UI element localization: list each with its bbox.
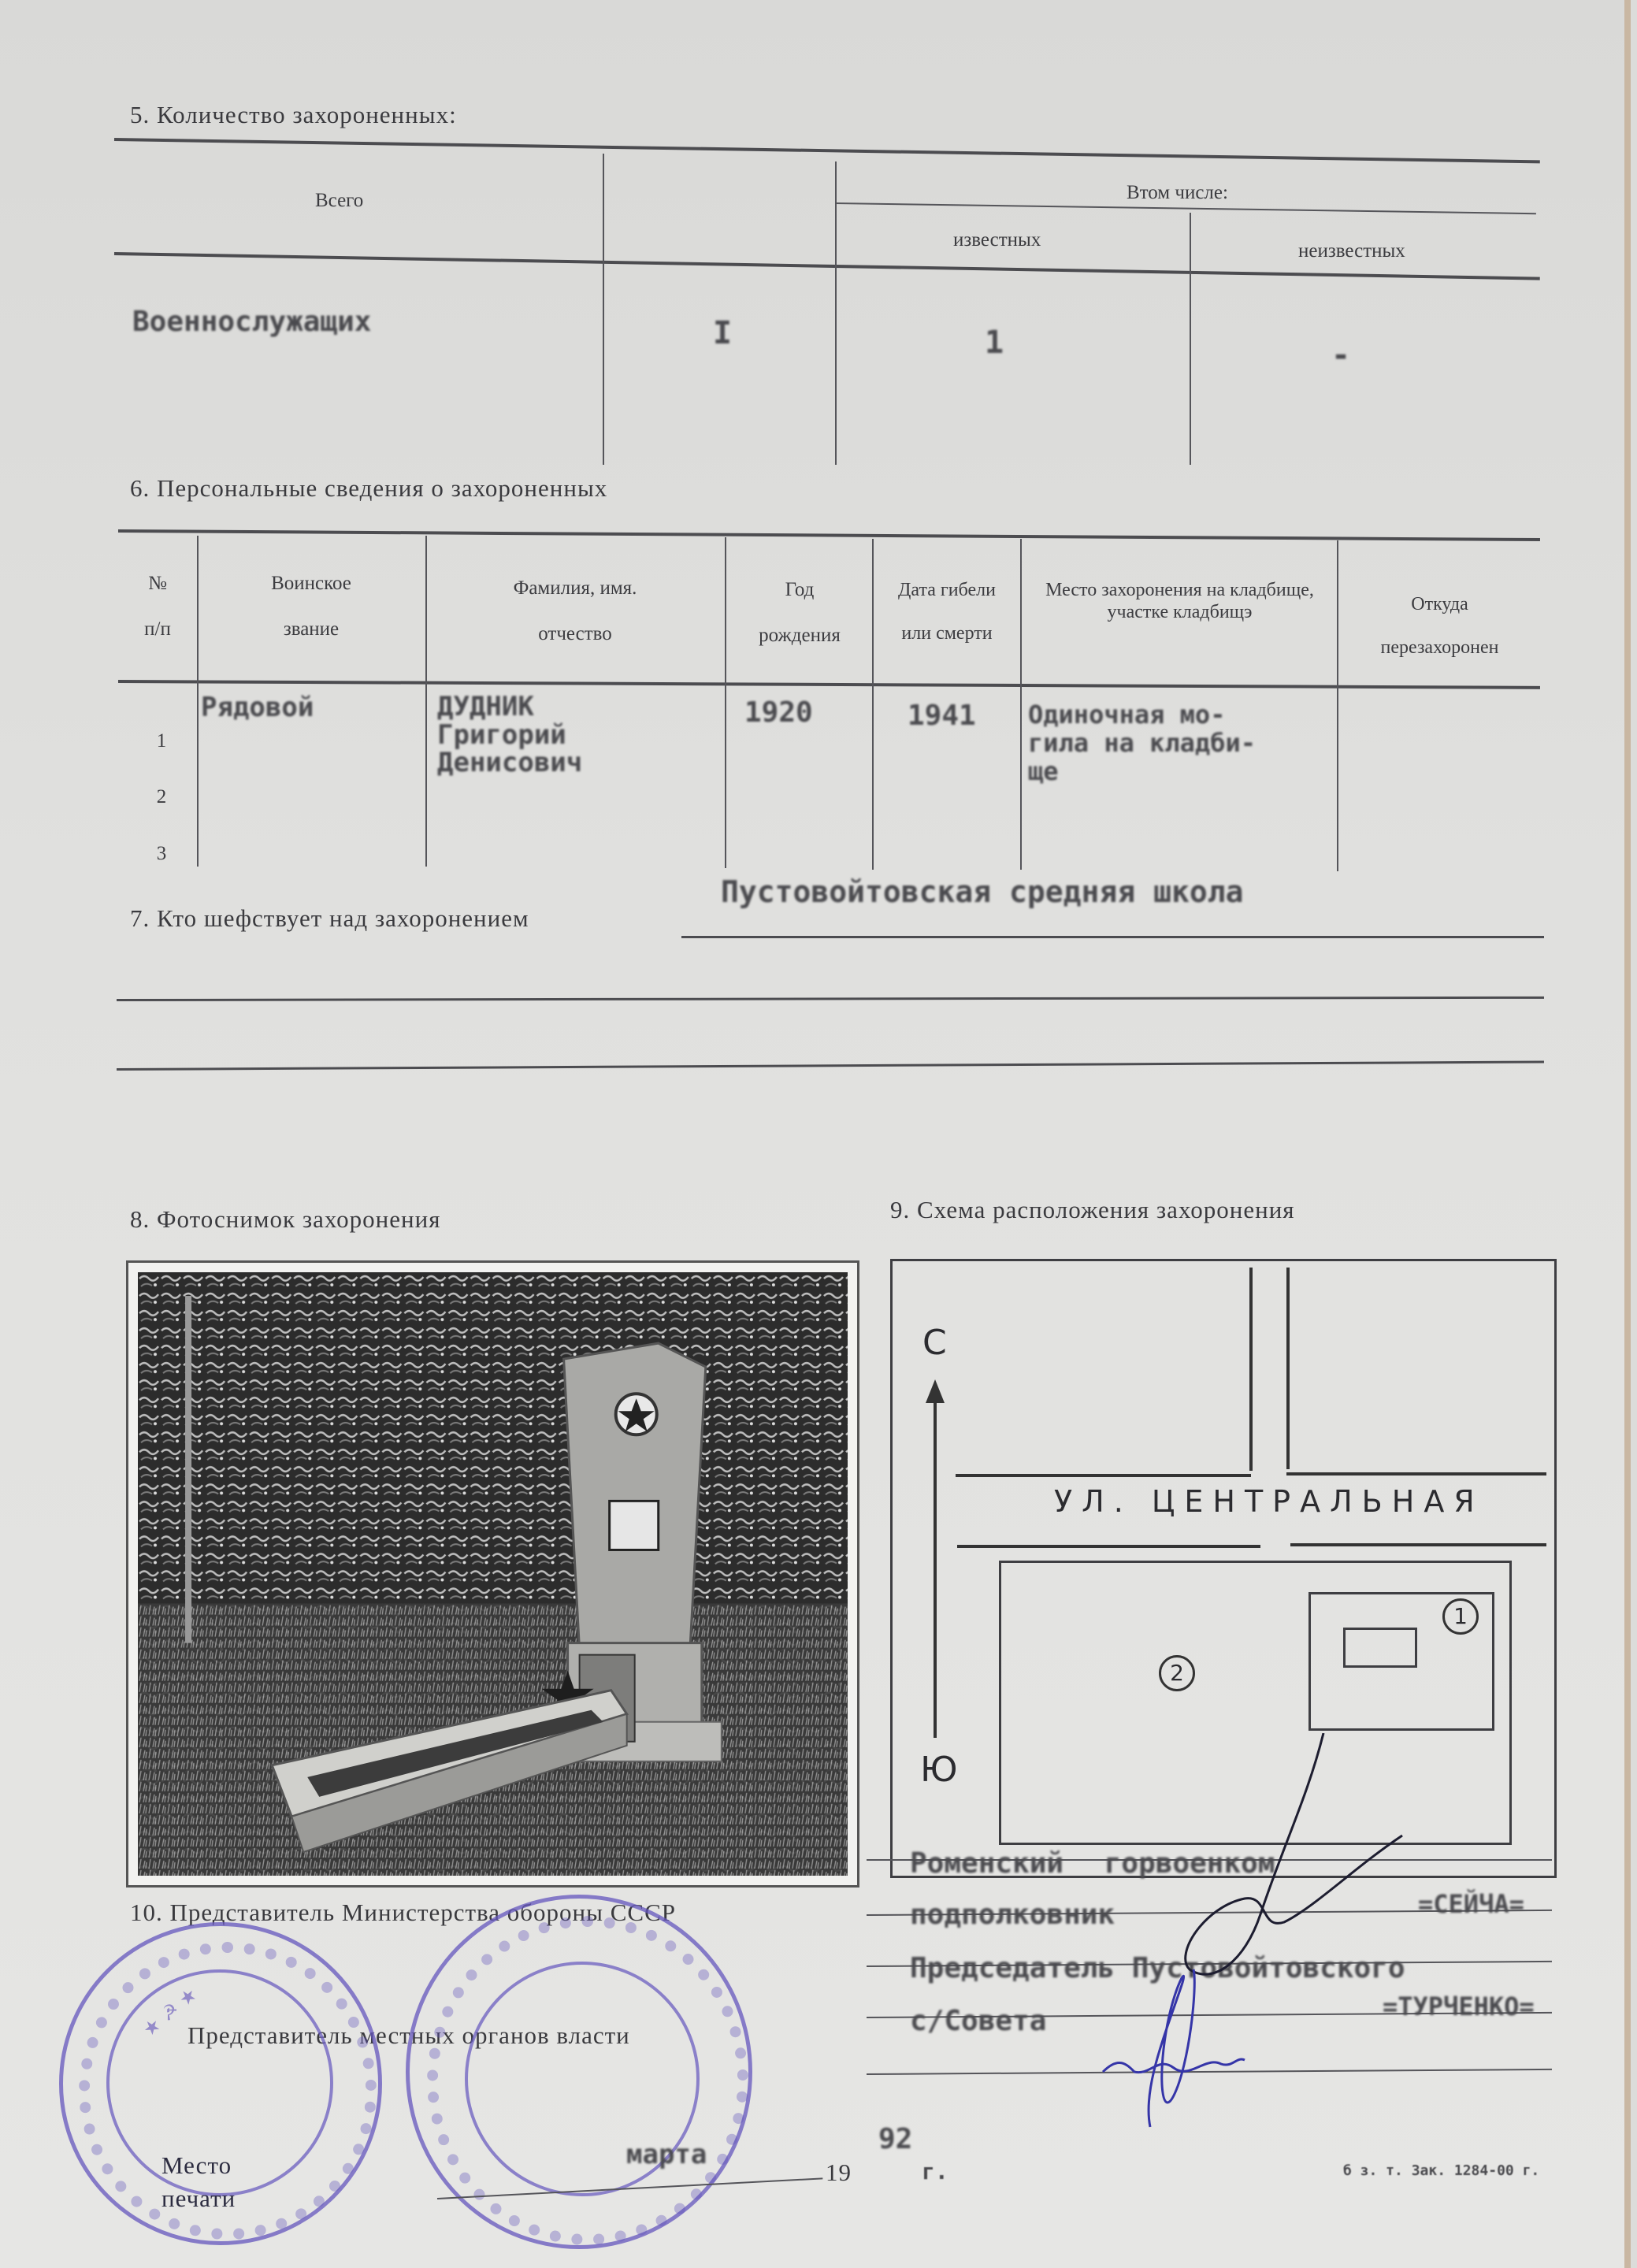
- map-grave: [1343, 1628, 1417, 1668]
- header-text: Год: [785, 579, 815, 600]
- seal-place-text: Место: [161, 2151, 232, 2179]
- date-month: марта: [626, 2139, 707, 2170]
- table6-header-reburied-from: [1343, 583, 1536, 670]
- table6-header-name: [433, 566, 717, 656]
- local-representative-label: Представитель местных органов власти: [187, 2021, 630, 2049]
- table6-burial-place: [1028, 701, 1256, 785]
- seal-place-label: [161, 2149, 236, 2215]
- signatory2-title: Председатель Пустовойтовского: [910, 1952, 1405, 1984]
- header-text: рождения: [759, 624, 841, 646]
- table5-header-unknown: неизвестных: [1298, 240, 1405, 262]
- map-south-label: Ю: [920, 1750, 958, 1790]
- first-name: Григорий: [437, 718, 566, 751]
- row-number: 3: [156, 842, 167, 864]
- section5-title: 5. Количество захороненных:: [130, 101, 457, 128]
- table6-header-rank: [205, 561, 418, 651]
- row-number: 2: [156, 786, 167, 808]
- table6-col-divider: [1337, 540, 1338, 871]
- section7-underline: [681, 936, 1544, 938]
- table5-header-known: известных: [953, 229, 1041, 251]
- section7-extra-line: [117, 997, 1544, 1001]
- table6-header-bottom-border: [118, 680, 1540, 689]
- header-text: п/п: [144, 618, 171, 640]
- section8-title: 8. Фотоснимок захоронения: [130, 1205, 441, 1233]
- map-road-edge: [957, 1545, 1260, 1548]
- table5-header-including: Втом числе:: [1127, 182, 1228, 203]
- table5-col-divider: [603, 154, 604, 465]
- signatory1-rank: подполковник: [910, 1899, 1115, 1931]
- burial-photo: [126, 1260, 859, 1888]
- burial-place-line: ще: [1028, 755, 1059, 786]
- map-road-edge: [1286, 1268, 1290, 1469]
- map-road-edge: [1249, 1268, 1253, 1471]
- table6-rank: Рядовой: [201, 692, 314, 723]
- map-marker-2: 2: [1159, 1655, 1195, 1691]
- signature-2-icon: [1087, 1938, 1284, 2143]
- section7-label: 7. Кто шефствует над захоронением: [130, 904, 529, 932]
- table6-header-number: [138, 561, 177, 651]
- header-text: №: [148, 573, 167, 594]
- table5-col-divider: [1190, 213, 1191, 465]
- table5-row-category: Военнослужащих: [132, 306, 372, 338]
- signatory1-name: =СЕЙЧА=: [1418, 1889, 1524, 1919]
- table6-header-birth-year: [729, 567, 870, 658]
- header-text: отчество: [538, 622, 612, 644]
- date-year: 92: [878, 2123, 913, 2155]
- burial-place-line: Одиночная мо-: [1028, 700, 1226, 729]
- surname: ДУДНИК: [437, 691, 534, 722]
- table5-col-divider: [835, 161, 837, 465]
- table6-header-death-date: [873, 569, 1021, 655]
- map-road-edge: [1286, 1472, 1546, 1475]
- seal-place-text: печати: [161, 2184, 236, 2212]
- page-edge: [1624, 0, 1631, 2268]
- header-text: или смерти: [901, 623, 993, 644]
- signatory1-title: Роменский горвоенком: [910, 1847, 1275, 1880]
- table6-row-numbers: [150, 713, 173, 882]
- table5-row-known: 1: [985, 325, 1004, 361]
- table5-row-total: I: [713, 315, 733, 351]
- map-road-edge: [956, 1474, 1251, 1477]
- table6-header-burial-place: Место захоронения на кладбище, участке кладбищэ: [1045, 580, 1314, 622]
- table6-top-border: [118, 529, 1540, 541]
- date-century: 19: [826, 2158, 852, 2186]
- map-street-label: УЛ. ЦЕНТРАЛЬНАЯ: [1054, 1484, 1484, 1519]
- north-arrow-icon: [926, 1379, 945, 1403]
- header-text: перезахоронен: [1380, 637, 1499, 659]
- map-road-edge: [1290, 1543, 1546, 1546]
- section7-value: Пустовойтовская средняя школа: [721, 874, 1244, 909]
- section6-title: 6. Персональные сведения о захороненных: [130, 474, 608, 502]
- stamp-village-council: [406, 1895, 752, 2249]
- table6-death-year: 1941: [908, 700, 976, 732]
- table6-birth-year: 1920: [744, 696, 813, 729]
- header-text: Фамилия, имя.: [513, 577, 637, 599]
- section9-title: 9. Схема расположения захоронения: [890, 1196, 1295, 1223]
- header-text: звание: [283, 618, 340, 640]
- map-compass-arrow: [934, 1391, 937, 1738]
- row-number: 1: [156, 730, 167, 752]
- table6-col-divider: [725, 537, 726, 868]
- signatory2-org: с/Совета: [910, 2005, 1047, 2037]
- table6-col-divider: [425, 536, 427, 867]
- date-suffix: г.: [922, 2158, 948, 2184]
- table5-header-total: Всего: [315, 190, 364, 211]
- table5-top-border: [114, 138, 1540, 163]
- header-text: Откуда: [1411, 594, 1468, 614]
- stamp-text: ★ ☭ ★: [138, 1983, 202, 2041]
- header-text: Воинское: [271, 573, 351, 594]
- table6-full-name: [437, 693, 582, 778]
- map-north-label: С: [922, 1323, 947, 1363]
- photo-image: [138, 1272, 848, 1876]
- signatory2-name: =ТУРЧЕНКО=: [1383, 1991, 1535, 2021]
- patronymic: Денисович: [437, 747, 583, 779]
- header-text: Дата гибели: [898, 580, 996, 600]
- mod-representative-label: 10. Представитель Министерства обороны СССР: [130, 1899, 677, 1926]
- section7-extra-line: [117, 1061, 1544, 1071]
- print-info: б з. т. Зак. 1284-00 г.: [1343, 2162, 1540, 2179]
- table6-col-divider: [197, 536, 199, 867]
- table5-row-unknown: -: [1331, 337, 1351, 373]
- map-marker-1: 1: [1442, 1598, 1479, 1635]
- burial-place-line: гила на кладби-: [1028, 727, 1256, 758]
